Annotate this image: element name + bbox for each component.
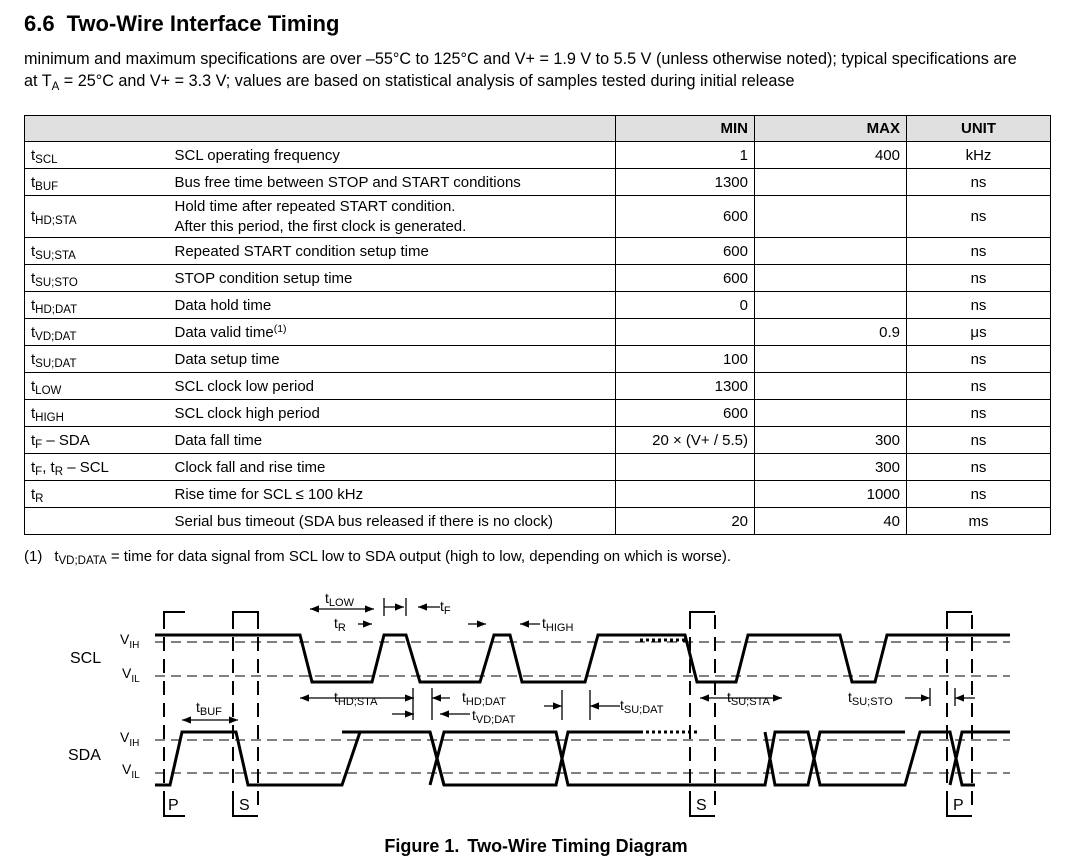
symbol-cell [25, 508, 169, 535]
symbol-cell: $t_{LOW}$ [25, 373, 169, 400]
table-row [25, 319, 1051, 346]
max-cell: 300 [755, 427, 907, 454]
condition-labels [168, 797, 964, 814]
max-cell [755, 169, 907, 196]
unit-cell: ns [907, 481, 1051, 508]
symbol-cell: $t_R$ [25, 481, 169, 508]
header-min: MIN [616, 116, 755, 142]
unit-cell: ns [907, 346, 1051, 373]
intro-sub: A [51, 81, 60, 93]
unit-cell: ns [907, 265, 1051, 292]
svg-text:VIH: $V_{IH}$ [120, 631, 140, 651]
two-wire-timing-diagram [0, 580, 1072, 830]
symbol-cell: $t_{SU;STA}$ [25, 238, 169, 265]
min-cell: 600 [616, 265, 755, 292]
header-blank [25, 116, 169, 142]
sda-label: SDA [68, 747, 101, 764]
svg-text:tR: $t_R$ [334, 615, 346, 634]
svg-text:tHIGH: $t_{HIGH}$ [542, 615, 574, 634]
symbol-cell: $t_{VD;DAT}$ [25, 319, 169, 346]
unit-cell: ns [907, 454, 1051, 481]
parameter-cell: Repeated START condition setup time [169, 238, 616, 265]
max-cell [755, 373, 907, 400]
min-cell [616, 319, 755, 346]
level-labels [120, 631, 140, 781]
parameter-cell: SCL clock high period [169, 400, 616, 427]
parameter-cell: Hold time after repeated START condition. After this period, the first clock is generated. [169, 196, 616, 238]
table-header-row [25, 116, 1051, 142]
figure-title: Two-Wire Timing Diagram [467, 836, 688, 856]
parameter-cell: Data fall time [169, 427, 616, 454]
parameter-cell: Bus free time between STOP and START conditions [169, 169, 616, 196]
max-cell: 40 [755, 508, 907, 535]
table-row [25, 481, 1051, 508]
max-cell: 400 [755, 142, 907, 169]
max-cell: 1000 [755, 481, 907, 508]
symbol-cell: $t_{SU;STO}$ [25, 265, 169, 292]
section-title: Two-Wire Interface Timing [66, 11, 340, 36]
svg-text:tBUF: $t_{BUF}$ [196, 699, 222, 718]
table-row [25, 292, 1051, 319]
symbol-cell: $t_{SU;DAT}$ [25, 346, 169, 373]
conditions-paragraph [24, 48, 1034, 98]
parameter-cell: SCL clock low period [169, 373, 616, 400]
intro-part1: minimum and maximum specifications are over –55°C to 125°C and V+ = 1.9 V to 5.5 V (unless otherwise noted); typical specifications are at T [24, 50, 1017, 90]
max-cell [755, 265, 907, 292]
figure-caption [0, 836, 1072, 857]
footnote-index: (1) [24, 548, 43, 565]
max-cell [755, 346, 907, 373]
parameter-cell: STOP condition setup time [169, 265, 616, 292]
svg-text:S: S [239, 797, 250, 814]
min-cell: 1 [616, 142, 755, 169]
max-cell: 300 [755, 454, 907, 481]
min-cell: 20 [616, 508, 755, 535]
min-cell [616, 481, 755, 508]
unit-cell: ns [907, 196, 1051, 238]
svg-text:VIH: $V_{IH}$ [120, 729, 140, 749]
table-row [25, 196, 1051, 238]
figure-number: Figure 1. [384, 836, 460, 856]
footnote-text: = time for data signal from SCL low to SDA output (high to low, depending on which is worse). [106, 548, 732, 565]
symbol-cell: $t_{SCL}$ [25, 142, 169, 169]
parameter-cell: SCL operating frequency [169, 142, 616, 169]
table-row [25, 265, 1051, 292]
header-max: MAX [755, 116, 907, 142]
footnote-ref: (1) [273, 322, 287, 335]
parameter-cell: Data setup time [169, 346, 616, 373]
min-cell: 100 [616, 346, 755, 373]
table-row [25, 454, 1051, 481]
max-cell [755, 292, 907, 319]
svg-text:tHD;STA: $t_{HD;STA}$ [334, 689, 378, 708]
min-cell: 20 × (V+ / 5.5) [616, 427, 755, 454]
unit-cell: ns [907, 373, 1051, 400]
symbol-cell: $t_{HIGH}$ [25, 400, 169, 427]
parameter-cell: Rise time for SCL ≤ 100 kHz [169, 481, 616, 508]
parameter-cell: Clock fall and rise time [169, 454, 616, 481]
symbol-cell: $t_{HD;STA}$ [25, 196, 169, 238]
min-cell: 600 [616, 400, 755, 427]
unit-cell: kHz [907, 142, 1051, 169]
svg-text:VIL: $V_{IL}$ [122, 761, 140, 781]
table-row [25, 508, 1051, 535]
max-cell: 0.9 [755, 319, 907, 346]
min-cell: 0 [616, 292, 755, 319]
header-blank-2 [169, 116, 616, 142]
svg-text:tSU;STA: $t_{SU;STA}$ [727, 689, 770, 708]
unit-cell: ns [907, 238, 1051, 265]
min-cell: 1300 [616, 373, 755, 400]
parameter-cell: Serial bus timeout (SDA bus released if there is no clock) [169, 508, 616, 535]
table-row [25, 427, 1051, 454]
unit-cell: ns [907, 427, 1051, 454]
parameter-cell: Data valid time$^{(1)}$ [169, 319, 616, 346]
timing-spec-table [24, 115, 1051, 535]
svg-text:VIL: $V_{IL}$ [122, 665, 140, 685]
table-row [25, 373, 1051, 400]
table-row [25, 400, 1051, 427]
max-cell [755, 400, 907, 427]
max-cell [755, 238, 907, 265]
unit-cell: μs [907, 319, 1051, 346]
svg-text:tSU;STO: $t_{SU;STO}$ [848, 689, 893, 708]
unit-cell: ns [907, 169, 1051, 196]
footnote: (1) $t_{VD;DATA}$ = time for data signal from SCL low to SDA output (high to low, depending on which is worse). [24, 548, 732, 567]
svg-text:tF: $t_F$ [440, 598, 451, 617]
intro-part2: = 25°C and V+ = 3.3 V; values are based on statistical analysis of samples tested during initial release [59, 72, 795, 90]
symbol-cell: $t_{BUF}$ [25, 169, 169, 196]
svg-text:S: S [696, 797, 707, 814]
svg-text:P: P [953, 797, 964, 814]
svg-text:tVD;DAT: $t_{VD;DAT}$ [472, 707, 516, 726]
max-cell [755, 196, 907, 238]
header-unit: UNIT [907, 116, 1051, 142]
symbol-cell: $t_F$, $t_R$ – SCL [25, 454, 169, 481]
section-number: 6.6 [24, 11, 55, 36]
min-cell: 1300 [616, 169, 755, 196]
unit-cell: ms [907, 508, 1051, 535]
svg-text:tLOW: $t_{LOW}$ [325, 590, 354, 609]
scl-label: SCL [70, 650, 102, 667]
unit-cell: ns [907, 400, 1051, 427]
table-row [25, 169, 1051, 196]
min-cell: 600 [616, 196, 755, 238]
unit-cell: ns [907, 292, 1051, 319]
svg-text:tSU;DAT: $t_{SU;DAT}$ [620, 697, 664, 716]
table-row [25, 142, 1051, 169]
min-cell: 600 [616, 238, 755, 265]
section-heading [24, 11, 339, 37]
symbol-cell: $t_F$ – SDA [25, 427, 169, 454]
min-cell [616, 454, 755, 481]
symbol-cell: $t_{HD;DAT}$ [25, 292, 169, 319]
svg-text:tHD;DAT: $t_{HD;DAT}$ [462, 689, 507, 708]
parameter-cell: Data hold time [169, 292, 616, 319]
svg-text:P: P [168, 797, 179, 814]
table-row [25, 238, 1051, 265]
table-row [25, 346, 1051, 373]
